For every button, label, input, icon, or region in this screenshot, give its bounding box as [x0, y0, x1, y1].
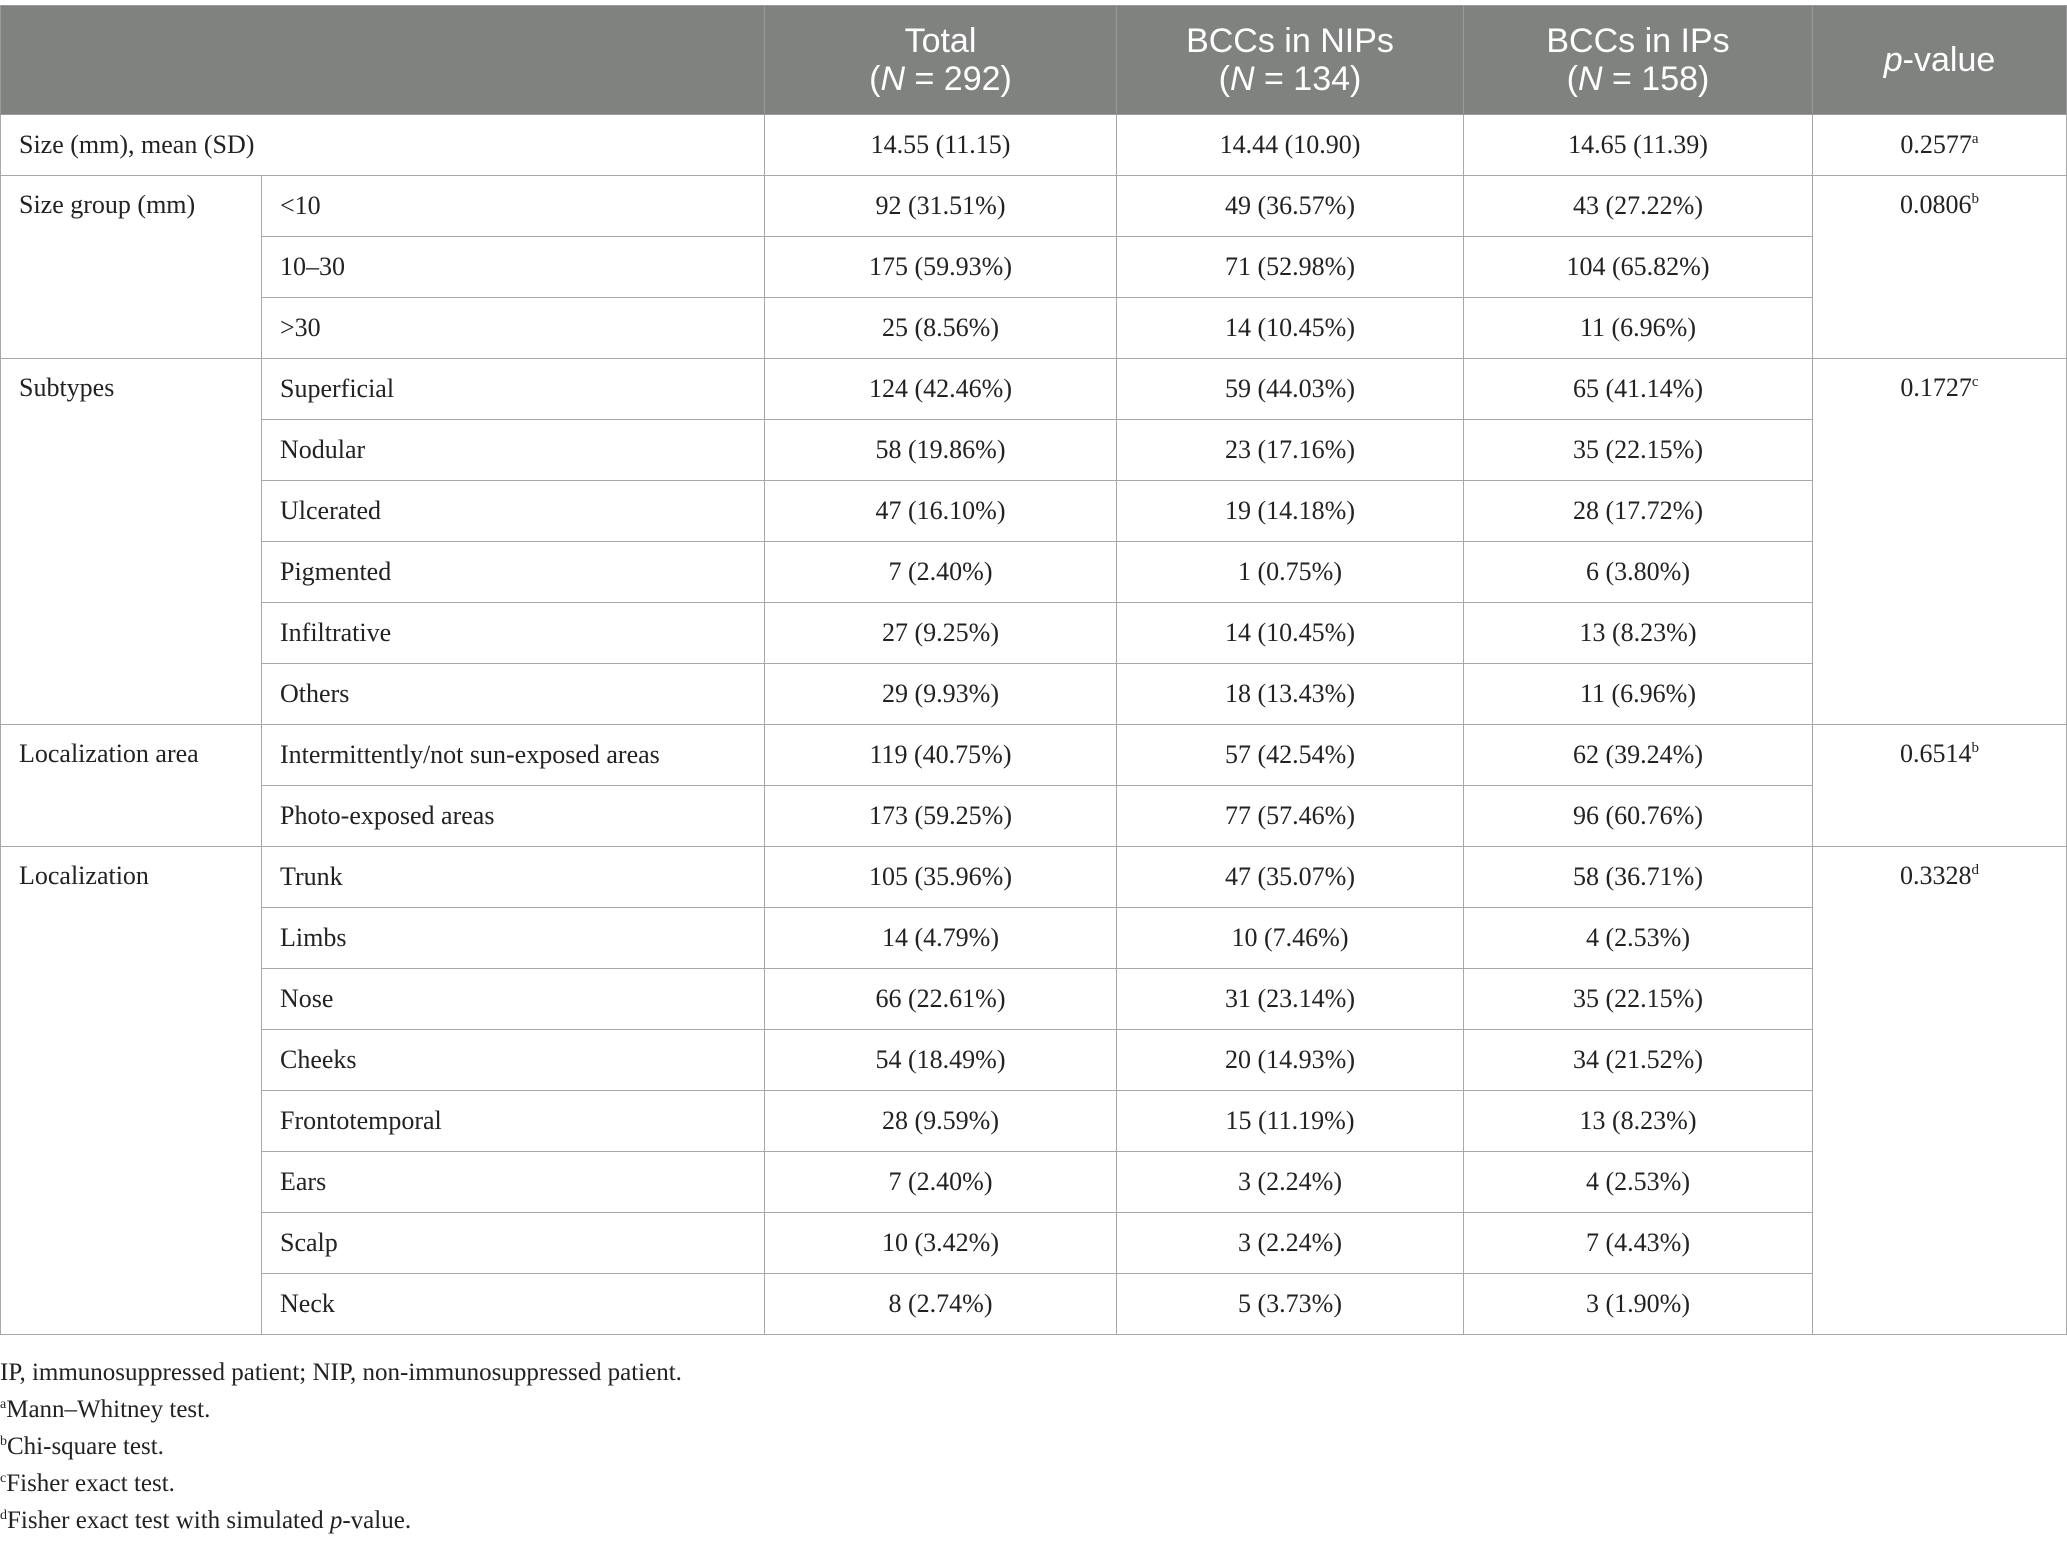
table-row — [1, 1213, 2067, 1274]
ips-value: 7 (4.43%) — [1464, 1213, 1813, 1274]
category-label: Cheeks — [262, 1030, 765, 1091]
total-value: 7 (2.40%) — [765, 542, 1117, 603]
table-row — [1, 1274, 2067, 1335]
total-value: 66 (22.61%) — [765, 969, 1117, 1030]
ips-value: 65 (41.14%) — [1464, 359, 1813, 420]
total-value: 92 (31.51%) — [765, 176, 1117, 237]
total-value: 10 (3.42%) — [765, 1213, 1117, 1274]
header-total-label: Total — [904, 22, 977, 60]
nips-value: 59 (44.03%) — [1117, 359, 1464, 420]
group-label: Localization area — [1, 725, 262, 847]
nips-value: 31 (23.14%) — [1117, 969, 1464, 1030]
table-row — [1, 481, 2067, 542]
category-label: Ulcerated — [262, 481, 765, 542]
ips-value: 35 (22.15%) — [1464, 969, 1813, 1030]
total-value: 173 (59.25%) — [765, 786, 1117, 847]
nips-value: 5 (3.73%) — [1117, 1274, 1464, 1335]
size-label: Size (mm), mean (SD) — [1, 115, 765, 176]
footnotes — [0, 1354, 682, 1539]
group-label: Localization — [1, 847, 262, 1335]
total-value: 105 (35.96%) — [765, 847, 1117, 908]
table-row — [1, 1091, 2067, 1152]
ips-value: 43 (27.22%) — [1464, 176, 1813, 237]
nips-value: 49 (36.57%) — [1117, 176, 1464, 237]
header-ips-label: BCCs in IPs — [1546, 22, 1730, 60]
category-label: <10 — [262, 176, 765, 237]
ips-value: 4 (2.53%) — [1464, 1152, 1813, 1213]
footnote-c: $^c$Fisher exact test. — [0, 1470, 175, 1497]
header-nips — [1117, 6, 1464, 115]
nips-value: 18 (13.43%) — [1117, 664, 1464, 725]
total-value: 7 (2.40%) — [765, 1152, 1117, 1213]
table-row — [1, 603, 2067, 664]
category-label: Intermittently/not sun-exposed areas — [262, 725, 765, 786]
footnote-abbrev: IP, immunosuppressed patient; NIP, non-immunosuppressed patient. — [0, 1359, 682, 1386]
category-label: Limbs — [262, 908, 765, 969]
ips-value: 4 (2.53%) — [1464, 908, 1813, 969]
category-label: Nodular — [262, 420, 765, 481]
table-row — [1, 969, 2067, 1030]
footnote-a: $^a$Mann–Whitney test. — [0, 1396, 211, 1423]
ips-value: 11 (6.96%) — [1464, 664, 1813, 725]
footnote-d: $^d$Fisher exact test with simulated p-value. — [0, 1507, 412, 1534]
header-total — [765, 6, 1117, 115]
category-label: Nose — [262, 969, 765, 1030]
size-nips: 14.44 (10.90) — [1117, 115, 1464, 176]
table-row — [1, 908, 2067, 969]
category-label: Photo-exposed areas — [262, 786, 765, 847]
nips-value: 10 (7.46%) — [1117, 908, 1464, 969]
total-value: 175 (59.93%) — [765, 237, 1117, 298]
nips-value: 14 (10.45%) — [1117, 603, 1464, 664]
total-value: 119 (40.75%) — [765, 725, 1117, 786]
nips-value: 3 (2.24%) — [1117, 1152, 1464, 1213]
results-table — [0, 5, 2067, 1335]
group-label: Subtypes — [1, 359, 262, 725]
nips-value: 23 (17.16%) — [1117, 420, 1464, 481]
total-value: 8 (2.74%) — [765, 1274, 1117, 1335]
total-value: 29 (9.93%) — [765, 664, 1117, 725]
ips-value: 62 (39.24%) — [1464, 725, 1813, 786]
group-pvalue: 0.0806$^b$ — [1813, 176, 2067, 359]
total-value: 28 (9.59%) — [765, 1091, 1117, 1152]
table-row — [1, 298, 2067, 359]
category-label: Scalp — [262, 1213, 765, 1274]
group-pvalue: 0.3328$^d$ — [1813, 847, 2067, 1335]
nips-value: 15 (11.19%) — [1117, 1091, 1464, 1152]
category-label: Trunk — [262, 847, 765, 908]
ips-value: 104 (65.82%) — [1464, 237, 1813, 298]
total-value: 25 (8.56%) — [765, 298, 1117, 359]
total-value: 58 (19.86%) — [765, 420, 1117, 481]
nips-value: 3 (2.24%) — [1117, 1213, 1464, 1274]
category-label: >30 — [262, 298, 765, 359]
total-value: 124 (42.46%) — [765, 359, 1117, 420]
nips-value: 47 (35.07%) — [1117, 847, 1464, 908]
category-label: Ears — [262, 1152, 765, 1213]
table-row — [1, 542, 2067, 603]
size-ips: 14.65 (11.39) — [1464, 115, 1813, 176]
ips-value: 35 (22.15%) — [1464, 420, 1813, 481]
nips-value: 20 (14.93%) — [1117, 1030, 1464, 1091]
header-pvalue: p-value — [1813, 6, 2067, 115]
header-ips-n: (N = 158) — [1566, 60, 1710, 98]
group-pvalue: 0.1727$^c$ — [1813, 359, 2067, 725]
table-row — [1, 237, 2067, 298]
nips-value: 77 (57.46%) — [1117, 786, 1464, 847]
total-value: 54 (18.49%) — [765, 1030, 1117, 1091]
table-row — [1, 359, 2067, 420]
header-total-n: (N = 292) — [869, 60, 1012, 98]
category-label: Superficial — [262, 359, 765, 420]
ips-value: 6 (3.80%) — [1464, 542, 1813, 603]
nips-value: 57 (42.54%) — [1117, 725, 1464, 786]
ips-value: 28 (17.72%) — [1464, 481, 1813, 542]
size-total: 14.55 (11.15) — [765, 115, 1117, 176]
category-label: Infiltrative — [262, 603, 765, 664]
category-label: Pigmented — [262, 542, 765, 603]
ips-value: 13 (8.23%) — [1464, 603, 1813, 664]
ips-value: 96 (60.76%) — [1464, 786, 1813, 847]
header-ips — [1464, 6, 1813, 115]
category-label: Frontotemporal — [262, 1091, 765, 1152]
ips-value: 58 (36.71%) — [1464, 847, 1813, 908]
nips-value: 19 (14.18%) — [1117, 481, 1464, 542]
table-row — [1, 176, 2067, 237]
ips-value: 13 (8.23%) — [1464, 1091, 1813, 1152]
total-value: 27 (9.25%) — [765, 603, 1117, 664]
table-row — [1, 847, 2067, 908]
group-pvalue: 0.6514$^b$ — [1813, 725, 2067, 847]
ips-value: 3 (1.90%) — [1464, 1274, 1813, 1335]
table-row — [1, 1152, 2067, 1213]
category-label: Others — [262, 664, 765, 725]
size-pvalue: 0.2577$^a$ — [1813, 115, 2067, 176]
group-label: Size group (mm) — [1, 176, 262, 359]
ips-value: 34 (21.52%) — [1464, 1030, 1813, 1091]
table-row-size — [1, 115, 2067, 176]
category-label: 10–30 — [262, 237, 765, 298]
total-value: 47 (16.10%) — [765, 481, 1117, 542]
table-row — [1, 725, 2067, 786]
nips-value: 71 (52.98%) — [1117, 237, 1464, 298]
table-row — [1, 786, 2067, 847]
nips-value: 14 (10.45%) — [1117, 298, 1464, 359]
category-label: Neck — [262, 1274, 765, 1335]
header-blank — [1, 6, 765, 115]
footnote-b: $^b$Chi-square test. — [0, 1433, 164, 1460]
total-value: 14 (4.79%) — [765, 908, 1117, 969]
table-row — [1, 664, 2067, 725]
header-nips-n: (N = 134) — [1218, 60, 1362, 98]
header-nips-label: BCCs in NIPs — [1186, 22, 1394, 60]
ips-value: 11 (6.96%) — [1464, 298, 1813, 359]
table-row — [1, 420, 2067, 481]
header-row — [1, 6, 2067, 115]
table-row — [1, 1030, 2067, 1091]
nips-value: 1 (0.75%) — [1117, 542, 1464, 603]
